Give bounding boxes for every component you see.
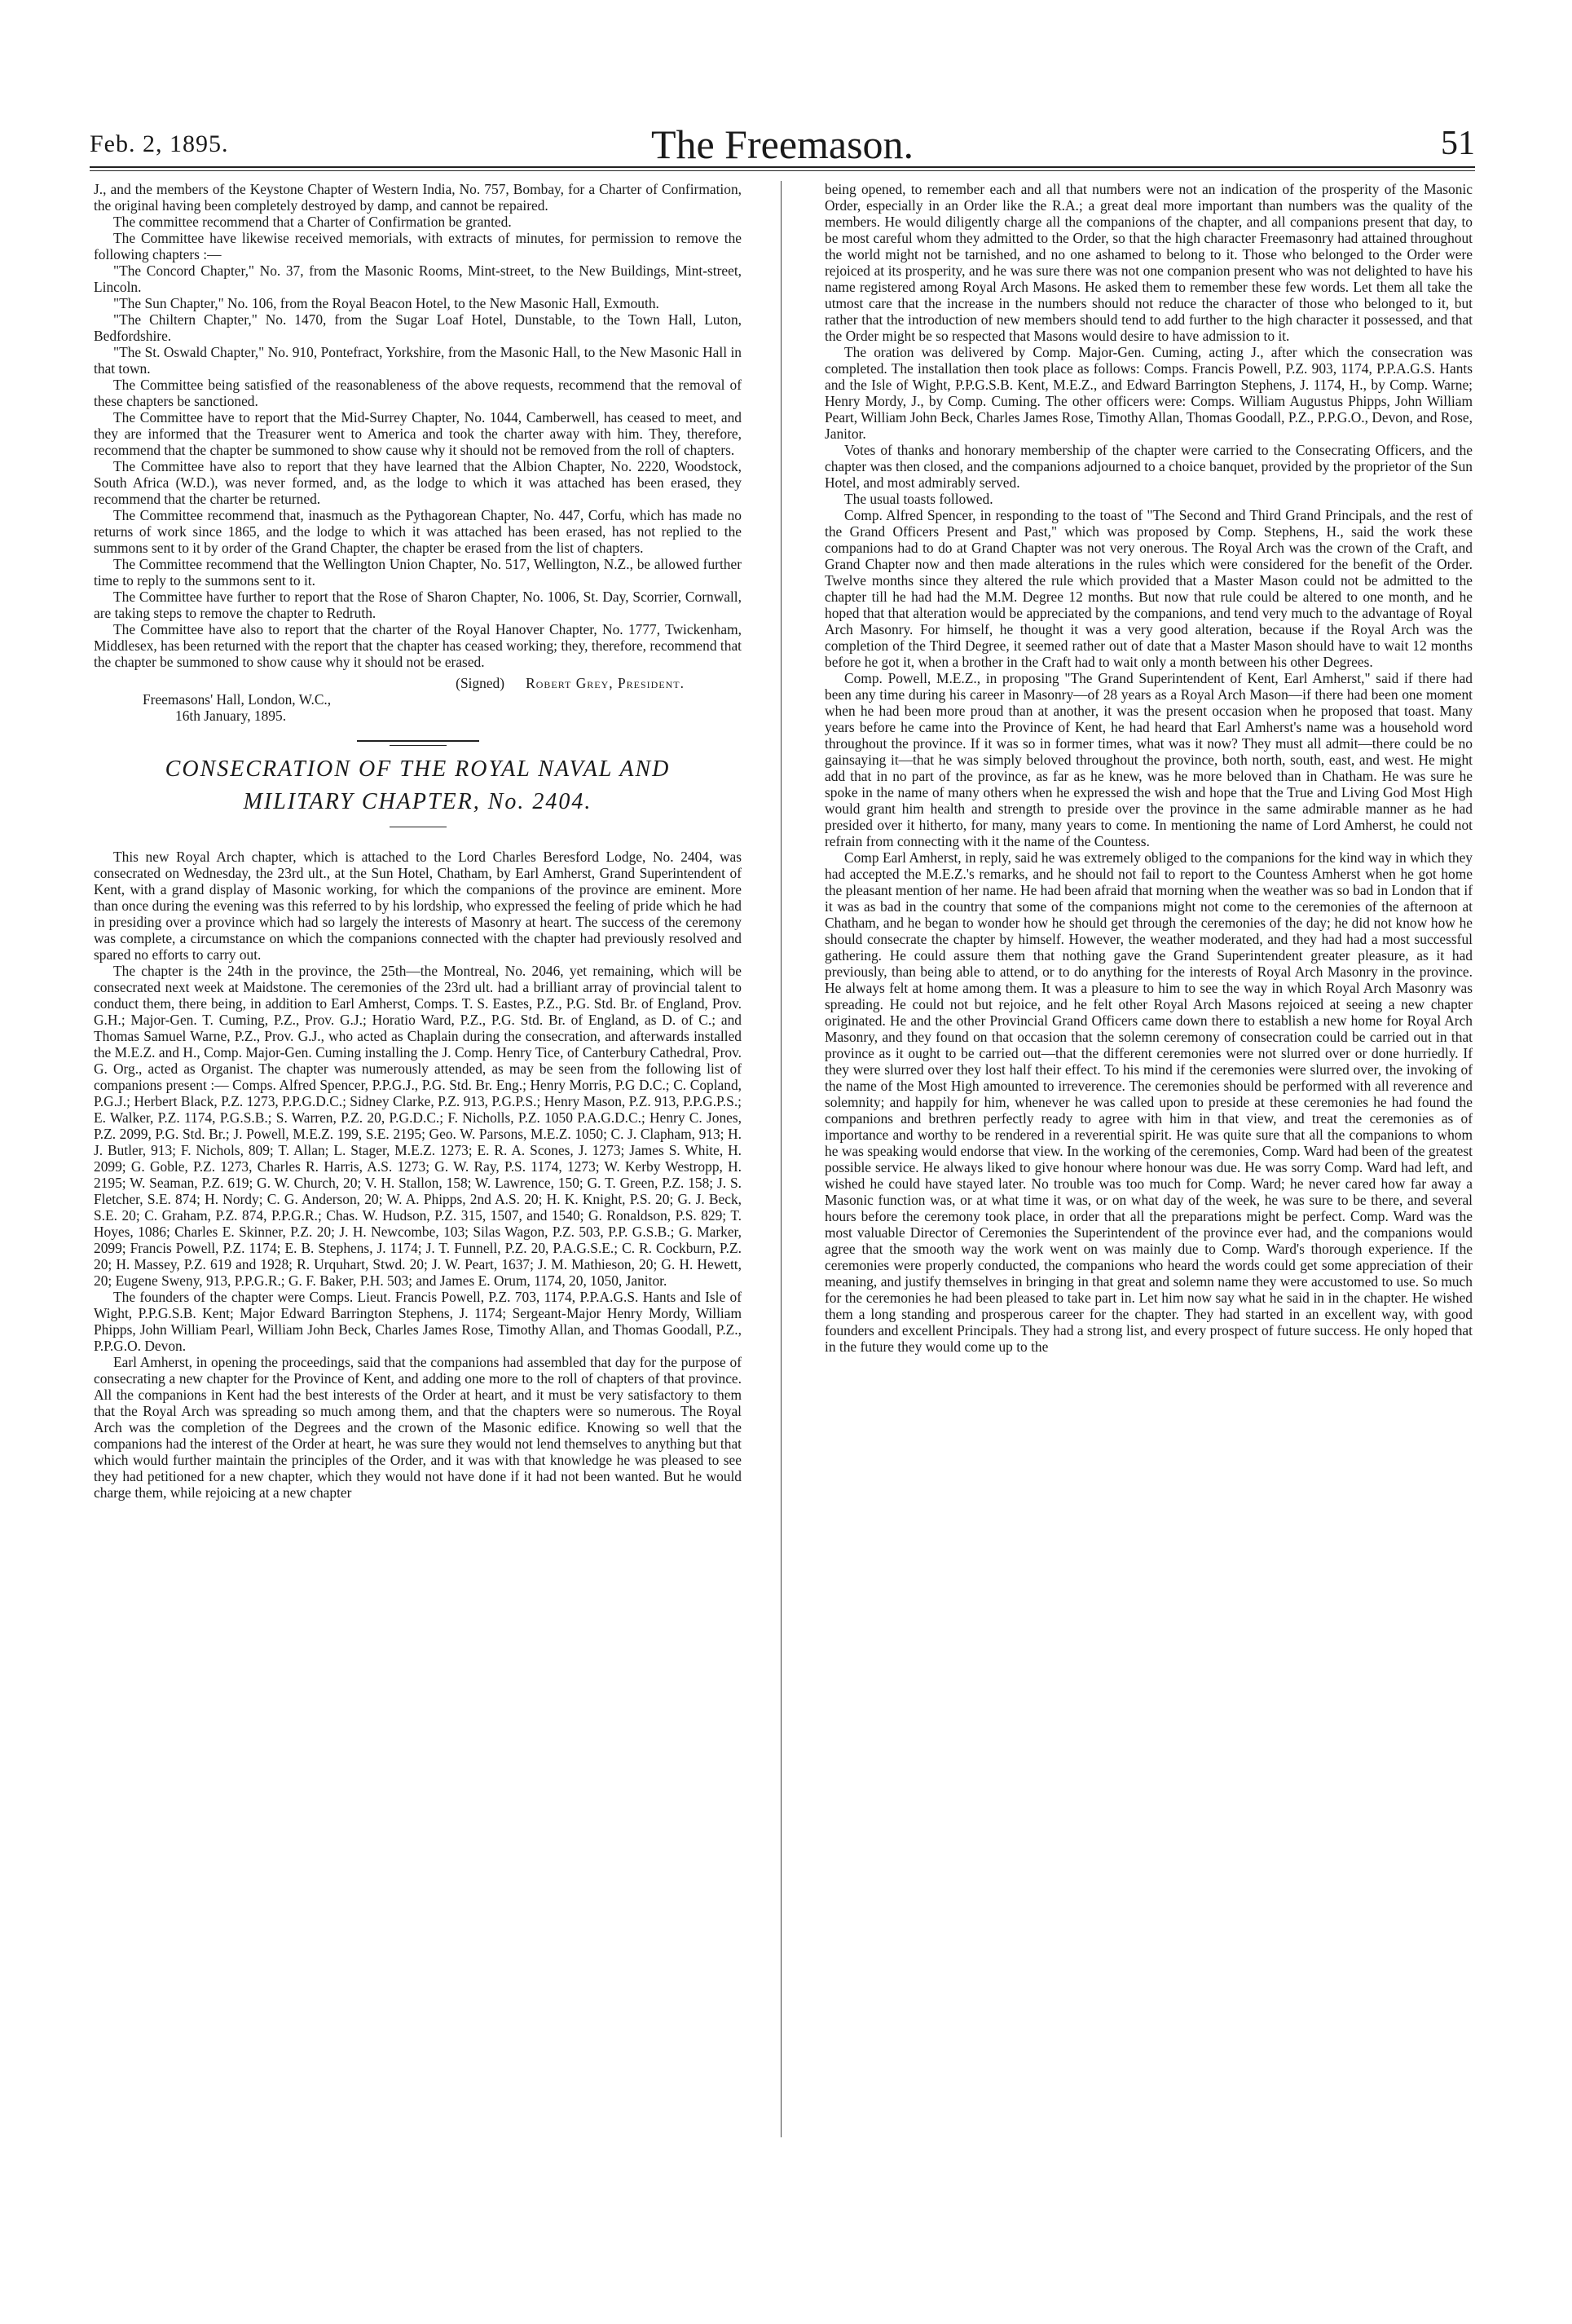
- paragraph: The Committee being satisfied of the reasonableness of the above requests, recommend that the removal of these chapters be sanctioned.: [94, 377, 742, 409]
- signatory-name: Robert Grey, President.: [526, 675, 685, 691]
- paragraph: Earl Amherst, in opening the proceedings, said that the companions had assembled that day for the purpose of consecrating a new chapter for the Province of Kent, and adding one more to the roll of chapters of that province. All the companions in Kent had the best interests of the Order at heart, and it must be very satisfactory to them that the Royal Arch was spreading so much among them, and that the chapters were so numerous. The Royal Arch was the completion of the Degrees and the crown of the Masonic edifice. Knowing so well that the companions had the interest of the Order at heart, he was sure they would not lend themselves to anything but that which would further maintain the principles of the Order, and it was with that knowledge he was pleased to see they had petitioned for a new chapter, which they would not have done if it had not been wanted. But he would charge them, while rejoicing at a new chapter: [94, 1354, 742, 1501]
- signoff-date: 16th January, 1895.: [175, 708, 287, 724]
- section-divider: [357, 740, 479, 742]
- paragraph: The Committee have likewise received memorials, with extracts of minutes, for permission to remove the following chapters :—: [94, 230, 742, 262]
- paragraph: The Committee have to report that the Mid-Surrey Chapter, No. 1044, Camberwell, has ceased to meet, and they are informed that the Treasurer went to America and took the charter away with him. They, therefore, recommend that the chapter be summoned to show cause why it should not be removed from the roll of chapters.: [94, 409, 742, 458]
- paragraph: The Committee recommend that, inasmuch as the Pythagorean Chapter, No. 447, Corfu, which has made no returns of work since 1865, and the lodge to which it was attached has been erased, has not replied to the summons sent to it by order of the Grand Chapter, the chapter be erased from the list of chapters.: [94, 507, 742, 556]
- right-column: [825, 181, 1473, 1355]
- paragraph: Comp. Alfred Spencer, in responding to the toast of "The Second and Third Grand Principals, and the rest of the Grand Officers Present and Past," which was proposed by Comp. Stephens, H., said the work these companions had to do at Grand Chapter was not very onerous. The Royal Arch was the crown of the Craft, and Grand Chapter now and then made alterations in the rules which were considered for the benefit of the Order. Twelve months since they altered the rule which provided that a Master Mason could not be admitted to the chapter till he had had the M.M. Degree 12 months. But now that rule could be altered to one month, and he hoped that that alteration would be appreciated by the companions, and tend very much to the advantage of Royal Arch Masonry. For himself, he thought it was a very good alteration, because if the Royal Arch was the completion of the Third Degree, it seemed rather out of date that a Master Mason should have to wait 12 months before he got it, when a brother in the Craft had to wait only a month between his other Degrees.: [825, 507, 1473, 670]
- paragraph: "The St. Oswald Chapter," No. 910, Pontefract, Yorkshire, from the Masonic Hall, to the New Masonic Hall in that town.: [94, 344, 742, 377]
- paragraph: Comp. Powell, M.E.Z., in proposing "The Grand Superintendent of Kent, Earl Amherst," said if there had been any time during his career in Masonry—of 28 years as a Royal Arch Mason—if there had been one moment when he had been more proud than at another, it was the present occasion when he proposed that toast. Many years before he came into the Province of Kent, he had heard that Earl Amherst's name was a household word throughout the province. If it was so in former times, what was it now? They must all admit—there could be no gainsaying it—that he was simply beloved throughout the province, both north, south, east, and west. He might add that in no part of the province, as far as he knew, was he more beloved than in Chatham. He was sure he spoke in the name of many others when he expressed the wish and hope that the True and Living God Most High would grant him health and strength to preside over the province in the same admirable manner as he had presided over it hitherto, for many, many years to come. In mentioning the name of Lord Amherst, he could not refrain from connecting with it the name of the Countess.: [825, 670, 1473, 849]
- paragraph: Votes of thanks and honorary membership of the chapter were carried to the Consecrating Officers, and the chapter was then closed, and the companions adjourned to a choice banquet, provided by the proprietor of the Sun Hotel, and most admirably served.: [825, 442, 1473, 491]
- paragraph: The Committee recommend that the Wellington Union Chapter, No. 517, Wellington, N.Z., be allowed further time to reply to the summons sent to it.: [94, 556, 742, 589]
- paragraph: J., and the members of the Keystone Chapter of Western India, No. 757, Bombay, for a Charter of Confirmation, the original having been completely destroyed by damp, and cannot be repaired.: [94, 181, 742, 214]
- article-subtitle: MILITARY CHAPTER, No. 2404.: [243, 789, 592, 814]
- paragraph: being opened, to remember each and all that numbers were not an indication of the prosperity of the Masonic Order, especially in an Order like the R.A.; a great deal more important than numbers was the quality of the members. He would diligently charge all the companions of the chapter, and all companions present that day, to be most careful whom they admitted to the Order, so that the high character Freemasonry had attained throughout the world might not be tarnished, and no one ashamed to belong to it. Those who belonged to the Order were rejoiced at its prosperity, and he was sure there was not one companion present who was not delighted to have his name registered among Royal Arch Masons. He asked them to remember these few words. Let them all take the utmost care that the increase in the numbers should not reduce the character of those who belonged to it, but rather that the introduction of new members should tend to add further to the high character it possessed, and that the Order might be so respected that Masons would desire to have admission to it.: [825, 181, 1473, 344]
- paragraph: The committee recommend that a Charter of Confirmation be granted.: [113, 214, 512, 230]
- signed-label: (Signed): [456, 675, 505, 691]
- paragraph: This new Royal Arch chapter, which is attached to the Lord Charles Beresford Lodge, No. 2404, was consecrated on Wednesday, the 23rd ult., at the Sun Hotel, Chatham, by Earl Amherst, Grand Superintendent of Kent, with a grand display of Masonic working, for which the companions of the province are eminent. More than once during the evening was this referred to by his lordship, who expressed the feeling of pride which he had in presiding over a province which had so largely the interests of Masonry at heart. The success of the ceremony was complete, a circumstance on which the companions connected with the chapter had previously resolved and spared no efforts to carry out.: [94, 849, 742, 963]
- paragraph: "The Concord Chapter," No. 37, from the Masonic Rooms, Mint-street, to the New Buildings, Mint-street, Lincoln.: [94, 262, 742, 295]
- paragraph: The founders of the chapter were Comps. Lieut. Francis Powell, P.Z. 703, 1174, P.P.A.G.S. Hants and Isle of Wight, P.P.G.S.B. Kent; Major Edward Barrington Stephens, J. 1174; Sergeant-Major Henry Mordy, William Phipps, John William Pearl, William John Beck, Charles James Rose, Timothy Allan, and Thomas Goodall, P.Z., P.P.G.O. Devon.: [94, 1289, 742, 1354]
- signoff-place: Freemasons' Hall, London, W.C.,: [143, 691, 332, 708]
- page-number: 51: [1441, 125, 1475, 162]
- paragraph: The Committee have further to report that the Rose of Sharon Chapter, No. 1006, St. Day, Scorrier, Cornwall, are taking steps to remove the chapter to Redruth.: [94, 589, 742, 621]
- header-rule-thin: [90, 170, 1475, 171]
- paragraph: "The Chiltern Chapter," No. 1470, from the Sugar Loaf Hotel, Dunstable, to the Town Hall, Luton, Bedfordshire.: [94, 311, 742, 344]
- masthead-title: The Freemason.: [650, 121, 914, 167]
- paragraph: Comp Earl Amherst, in reply, said he was extremely obliged to the companions for the kind way in which they had accepted the M.E.Z.'s remarks, and he should not fail to report to the Countess Amherst when he got home the pleasant mention of her name. He had been afraid that morning when the weather was so bad in London that if it was as bad in the country that some of the companions might not come to the ceremonies of the afternoon at Chatham, and he began to wonder how he should get through the ceremonies of the day; he did not know how he should consecrate the chapter by himself. However, the weather moderated, and they had had a most successful gathering. He could assure them that nothing gave the Grand Superintendent greater pleasure, as it had previously, than being able to attend, or to do anything for the interests of Royal Arch Masonry in the province. He always felt at home among them. It was a pleasure to him to see the way in which Royal Arch Masonry was spreading. He could not but rejoice, and he felt other Royal Arch Masons rejoiced at seeing a new chapter originated. He and the other Provincial Grand Officers came down there to establish a new home for Royal Arch Masonry, and they found on that occasion that the solemn ceremony of consecration could be carried out in that province as it ought to be carried out—that the different ceremonies were not slurred over or done hurriedly. If they were slurred over they lost half their effect. To his mind if the ceremonies were slurred over, the invoking of the name of the Most High amounted to irreverence. The ceremonies should be performed with all reverence and solemnity; and happily for him, whenever he was called upon to preside at these ceremonies he had found the companions and brethren perfectly ready to agree with him in that view, and treat the ceremonies as of importance and worthy to be rendered in a reverential spirit. He was quite sure that all the companions to whom he was speaking would endorse that view. In the working of the ceremonies, Comp. Ward had been of the greatest possible service. He always liked to give honour where honour was due. He was sorry Comp. Ward had left, and wished he could have stayed later. No trouble was too much for Comp. Ward; he never cared how far away a Masonic function was, or at what time it was, or on what day of the week, he was sure to be there, and several hours before the ceremony took place, in order that all the preparations might be perfect. Comp. Ward was the most valuable Director of Ceremonies the Superintendent of the province ever had, and the companions would agree that the smooth way the work went on was mainly due to Comp. Ward's thorough experience. If the ceremonies were properly conducted, the companions who heard the words could get some appreciation of their meaning, and justify themselves in bringing in that great and solemn name they were accustomed to use. So much for the ceremonies he had been pleased to take part in. Let him now say what he said in in the chapter. He wished them a long standing and prosperous career for the chapter. They had started in an excellent way, with good founders and excellent Principals. They had a strong list, and every prospect of future success. He only hoped that in the future they would come up to the: [825, 849, 1473, 1355]
- paragraph: The oration was delivered by Comp. Major-Gen. Cuming, acting J., after which the consecration was completed. The installation then took place as follows: Comps. Francis Powell, P.Z. 903, 1174, P.P.A.G.S. Hants and the Isle of Wight, P.P.G.S.B. Kent, M.E.Z., and Edward Barrington Stephens, J. 1174, H., by Comp. Warne; Henry Mordy, J., by Comp. Cuming. The other officers were: Comps. William Augustus Phipps, John William Peart, William John Beck, Charles James Rose, Timothy Allan, Thomas Goodall, P.Z., P.P.G.O., Devon, and Rose, Janitor.: [825, 344, 1473, 442]
- signature-line: [94, 675, 742, 691]
- paragraph: The Committee have also to report that the charter of the Royal Hanover Chapter, No. 1777, Twickenham, Middlesex, has been returned with the report that the chapter has ceased working; they, therefore, recommend that the chapter be summoned to show cause why it should not be erased.: [94, 621, 742, 670]
- paragraph: The usual toasts followed.: [844, 491, 993, 507]
- page-header: [90, 121, 1475, 167]
- paragraph: The Committee have also to report that they have learned that the Albion Chapter, No. 2220, Woodstock, South Africa (W.D.), was never formed, and, as the lodge to which it was attached has been erased, they recommend that the charter be returned.: [94, 458, 742, 507]
- left-column: [94, 181, 742, 1501]
- header-rule: [90, 166, 1475, 168]
- paragraph: The chapter is the 24th in the province, the 25th—the Montreal, No. 2046, yet remaining, which will be consecrated next week at Maidstone. The ceremonies of the 23rd ult. had a brilliant array of provincial talent to conduct them, there being, in addition to Earl Amherst, Comps. T. S. Eastes, P.Z., P.G. Std. Br. of England, Prov. G.H.; Major-Gen. T. Cuming, P.Z., Prov. G.J.; Horatio Ward, P.Z., P.G. Std. Br. of England, as D. of C.; and Thomas Samuel Warne, P.Z., Prov. G.J., who acted as Chaplain during the consecration, and afterwards installed the M.E.Z. and H., Comp. Major-Gen. Cuming installing the J. Comp. Henry Tice, of Canterbury Cathedral, Prov. G. Org., acted as Organist. The chapter was numerously attended, as may be seen from the following list of companions present :— Comps. Alfred Spencer, P.P.G.J., P.G. Std. Br. Eng.; Henry Morris, P.G D.C.; C. Copland, P.G.J.; Herbert Black, P.Z. 1273, P.P.G.D.C.; Sidney Clarke, P.Z. 913, P.G.P.S.; Henry Mason, P.Z. 913, P.P.G.P.S.; E. Walker, P.Z. 1174, P.G.S.B.; S. Warren, P.Z. 20, P.G.D.C.; F. Nicholls, P.Z. 1050 P.A.G.D.C.; Henry C. Jones, P.Z. 2099, P.G. Std. Br.; J. Powell, M.E.Z. 199, S.E. 2195; Geo. W. Parsons, M.E.Z. 1050; C. J. Clapham, 913; H. J. Butler, 913; F. Nichols, 809; T. Allan; L. Stager, M.E.Z. 1273; E. R. A. Scones, J. 1273; James S. White, H. 2099; G. Goble, P.Z. 1273, Charles R. Harris, A.S. 1273; G. W. Ray, P.S. 1174, 1273; W. Kerby Westropp, H. 2195; W. Seaman, P.Z. 619; G. W. Church, 20; V. H. Stallon, 158; W. Lawrence, 150; G. T. Green, P.Z. 158; J. S. Fletcher, S.E. 874; H. Nordy; C. G. Anderson, 20; W. A. Phipps, 2nd A.S. 20; H. K. Knight, P.S. 20; G. J. Beck, S.E. 20; C. Graham, P.Z. 874, P.P.G.R.; Chas. W. Hudson, P.Z. 315, 1507, and 1540; G. Ronaldson, P.S. 829; T. Hoyes, 1086; Charles E. Skinner, P.Z. 20; J. H. Newcombe, 103; Silas Wagon, P.Z. 503, P.P. G.S.B.; G. Marker, 2099; Francis Powell, P.Z. 1174; E. B. Stephens, J. 1174; J. T. Funnell, P.Z. 20, P.A.G.S.E.; C. R. Cockburn, P.Z. 20; H. Massey, P.Z. 619 and 1928; R. Urquhart, Stwd. 20; J. W. Peart, 1637; J. M. Mathieson, 20; G. H. Hewett, 20; Eugene Sweny, 913, P.P.G.R.; G. F. Baker, P.H. 503; and James E. Orum, 1174, 20, 1050, Janitor.: [94, 963, 742, 1289]
- issue-date: Feb. 2, 1895.: [90, 130, 229, 157]
- article-title: CONSECRATION OF THE ROYAL NAVAL AND: [165, 756, 671, 782]
- paragraph: "The Sun Chapter," No. 106, from the Royal Beacon Hotel, to the New Masonic Hall, Exmouth.: [113, 295, 659, 311]
- column-divider: [781, 181, 782, 2137]
